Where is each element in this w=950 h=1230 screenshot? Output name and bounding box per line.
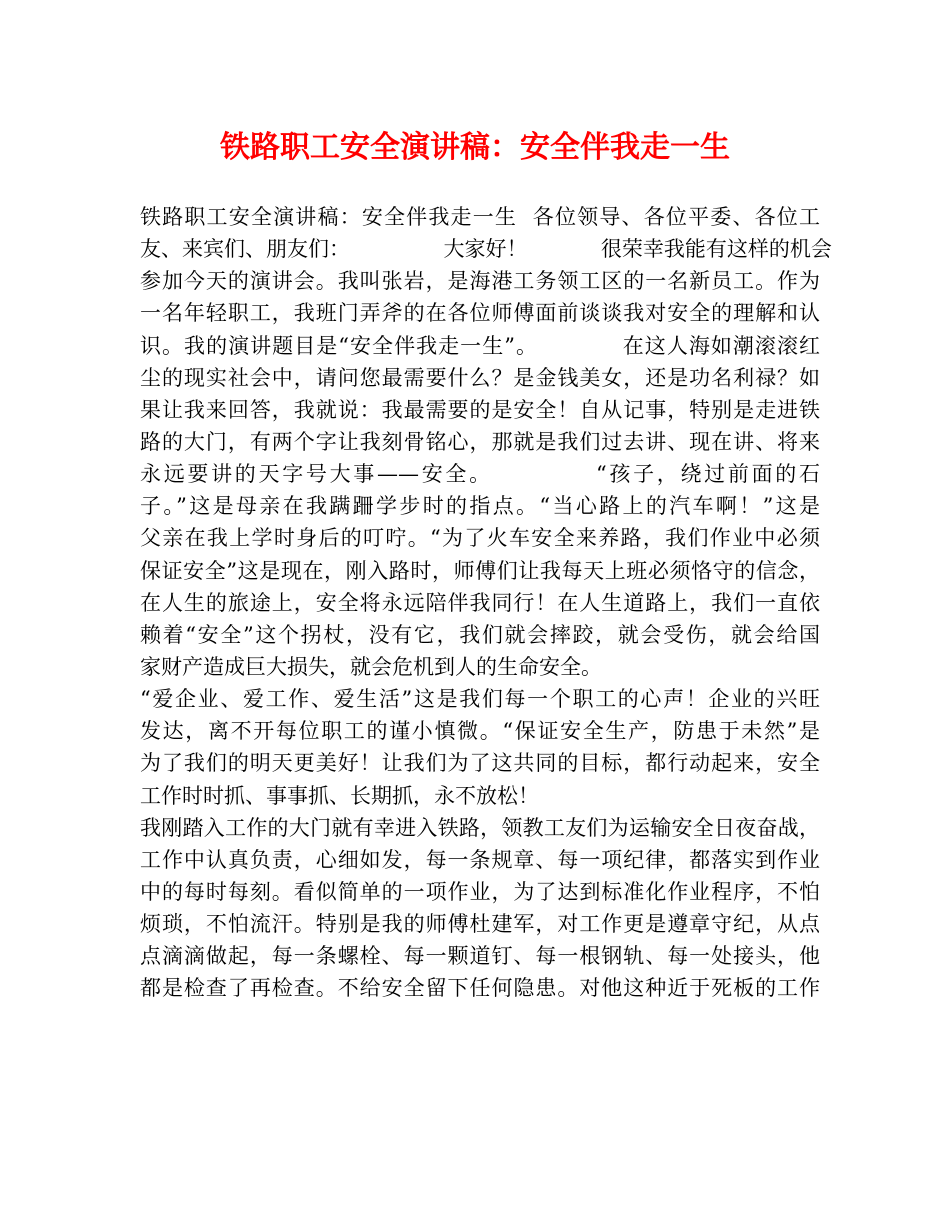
body-line: 果让我来回答，我就说：我最需要的是安全！自从记事，特别是走进铁	[140, 397, 820, 422]
body-line: “爱企业、爱工作、爱生活”这是我们每一个职工的心声！企业的兴旺	[140, 687, 820, 712]
body-line: 赖着“安全”这个拐杖，没有它，我们就会摔跤，就会受伤，就会给国	[140, 622, 820, 647]
body-line: 点滴滴做起，每一条螺栓、每一颗道钉、每一根钢轨、每一处接头，他	[140, 944, 820, 969]
document-body	[140, 201, 832, 1005]
body-line: 工作时时抓、事事抓、长期抓，永不放松！	[140, 783, 539, 808]
body-line: 发达，离不开每位职工的谨小慎微。“保证安全生产，防患于未然”是	[140, 719, 820, 744]
body-line: 友、来宾们、朋友们： 大家好！ 很荣幸我能有这样的机会	[140, 237, 832, 262]
body-line: 我刚踏入工作的大门就有幸进入铁路，领教工友们为运输安全日夜奋战，	[140, 815, 820, 840]
body-line: 铁路职工安全演讲稿：安全伴我走一生 各位领导、各位平委、各位工	[140, 205, 820, 229]
document-title: 铁路职工安全演讲稿：安全伴我走一生	[220, 130, 730, 165]
body-line: 父亲在我上学时身后的叮咛。“为了火车安全来养路，我们作业中必须	[140, 526, 820, 551]
body-line: 保证安全”这是现在，刚入路时，师傅们让我每天上班必须恪守的信念，	[140, 558, 820, 583]
body-line: 中的每时每刻。看似简单的一项作业，为了达到标准化作业程序，不怕	[140, 879, 820, 904]
body-line: 尘的现实社会中，请问您最需要什么？是金钱美女，还是功名利禄？如	[140, 365, 820, 390]
body-line: 工作中认真负责，心细如发，每一条规章、每一项纪律，都落实到作业	[140, 847, 820, 872]
body-line: 识。我的演讲题目是“安全伴我走一生”。 在这人海如潮滚滚红	[140, 333, 820, 358]
body-line: 在人生的旅途上，安全将永远陪伴我同行！在人生道路上，我们一直依	[140, 590, 820, 615]
body-line: 路的大门，有两个字让我刻骨铭心，那就是我们过去讲、现在讲、将来	[140, 429, 820, 454]
body-line: 永远要讲的天字号大事——安全。 “孩子，绕过前面的石	[140, 462, 820, 487]
body-line: 家财产造成巨大损失，就会危机到人的生命安全。	[140, 654, 602, 679]
body-line: 为了我们的明天更美好！让我们为了这共同的目标，都行动起来，安全	[140, 751, 820, 776]
body-line: 参加今天的演讲会。我叫张岩，是海港工务领工区的一名新员工。作为	[140, 269, 820, 294]
body-line: 子。”这是母亲在我蹒跚学步时的指点。“当心路上的汽车啊！”这是	[140, 494, 820, 519]
body-line: 都是检查了再检查。不给安全留下任何隐患。对他这种近于死板的工作	[140, 976, 820, 1001]
body-line: 一名年轻职工，我班门弄斧的在各位师傅面前谈谈我对安全的理解和认	[140, 301, 820, 326]
body-line: 烦琐，不怕流汗。特别是我的师傅杜建军，对工作更是遵章守纪，从点	[140, 912, 820, 937]
